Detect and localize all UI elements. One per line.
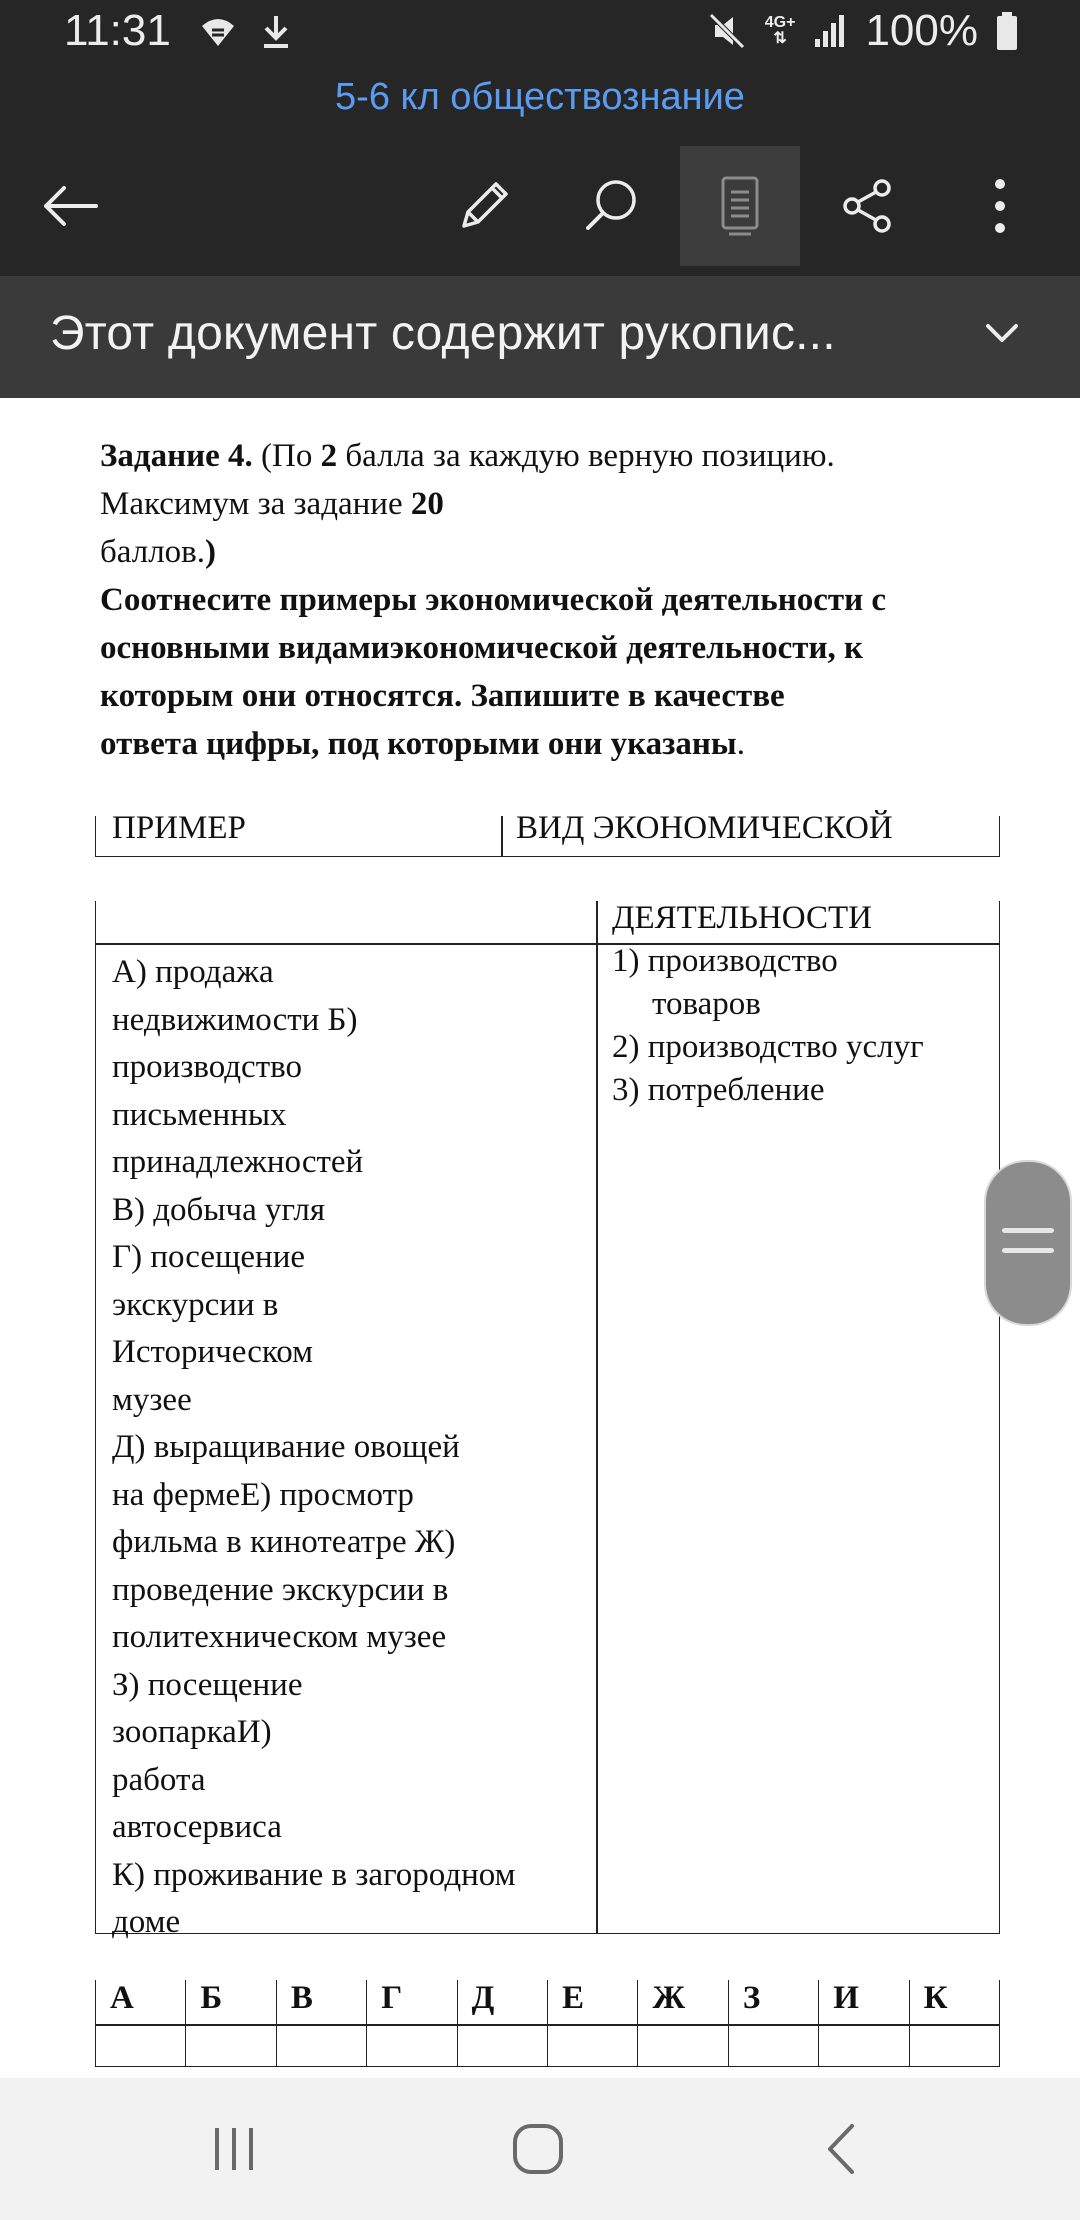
app-bar: [0, 68, 1080, 276]
list-item: зоопаркаИ): [112, 1714, 272, 1750]
battery-percent: 100%: [865, 6, 978, 55]
answer-cell: З: [729, 1980, 819, 2066]
signal-icon: [813, 13, 847, 49]
list-item: 3) потребление: [612, 1072, 825, 1108]
table-header: [95, 810, 1000, 857]
wifi-calling-icon: [198, 14, 238, 50]
status-bar: [0, 0, 1080, 68]
list-item: производство: [112, 1049, 302, 1085]
list-item: Г) посещение: [112, 1239, 306, 1275]
mute-icon: [707, 11, 747, 51]
answer-cell: Г: [367, 1980, 457, 2066]
list-item: К) проживание в загородном: [112, 1856, 516, 1893]
list-item: Д) выращивание овощей: [112, 1429, 460, 1465]
list-item: 1) производство: [612, 943, 838, 979]
answer-cell: К: [910, 1980, 999, 2066]
list-item: товаров: [652, 986, 761, 1022]
download-icon: [260, 14, 292, 50]
list-item: фильма в кинотеатре Ж): [112, 1524, 456, 1560]
share-icon: [838, 176, 898, 236]
list-item: З) посещение: [112, 1666, 303, 1703]
document-page: [0, 398, 1080, 2078]
table-body: [95, 900, 1000, 1940]
answer-cell: Е: [548, 1980, 638, 2066]
pencil-icon: [454, 176, 514, 236]
list-item: на фермеЕ) просмотр: [112, 1476, 414, 1513]
answer-cell: А: [96, 1980, 186, 2066]
instruction-line: основными видамиэкономической деятельности, к: [100, 630, 863, 666]
back-button[interactable]: [10, 146, 130, 266]
header-kind: ВИД ЭКОНОМИЧЕСКОЙ: [516, 810, 893, 846]
list-item: В) добыча угля: [112, 1191, 326, 1228]
header-kind-continued: ДЕЯТЕЛЬНОСТИ: [612, 900, 872, 936]
recent-apps-button[interactable]: [184, 2104, 284, 2194]
list-item: письменных: [112, 1096, 287, 1133]
list-item: автосервиса: [112, 1809, 282, 1845]
answer-cell: Б: [186, 1980, 276, 2066]
list-item: 2) производство услуг: [612, 1029, 924, 1065]
search-icon: [582, 176, 642, 236]
banner-text: Этот документ содержит рукопис...: [50, 307, 836, 360]
navigation-bar: [0, 2078, 1080, 2220]
list-item: недвижимости Б): [112, 1001, 358, 1038]
header-example: ПРИМЕР: [112, 810, 246, 846]
answer-grid: [95, 1980, 1000, 2067]
list-item: музее: [112, 1381, 192, 1418]
nav-back-button[interactable]: [792, 2104, 892, 2194]
more-options-button[interactable]: [940, 146, 1060, 266]
reading-mode-icon: [715, 174, 765, 238]
handwriting-banner[interactable]: [0, 276, 1080, 398]
instruction-line: Соотнесите примеры экономической деятельности с: [100, 582, 886, 618]
share-button[interactable]: [808, 146, 928, 266]
instruction-line: которым они относятся. Запишите в качестве: [100, 678, 785, 714]
list-item: работа: [112, 1761, 206, 1798]
answer-cell: В: [277, 1980, 367, 2066]
instruction-line: ответа цифры, под которыми они указаны: [100, 726, 737, 762]
home-button[interactable]: [488, 2104, 588, 2194]
list-item: принадлежностей: [112, 1144, 364, 1180]
answer-cell: И: [819, 1980, 909, 2066]
list-item: политехническом музее: [112, 1619, 447, 1655]
more-vert-icon: [990, 178, 1010, 234]
task-title: Задание 4.: [100, 438, 253, 474]
scroll-handle[interactable]: [984, 1160, 1072, 1326]
list-item: проведение экскурсии в: [112, 1571, 449, 1608]
battery-icon: [996, 12, 1018, 50]
home-icon: [511, 2122, 565, 2176]
list-item: доме: [112, 1904, 181, 1940]
back-arrow-icon: [40, 184, 100, 228]
network-type: 4G+ ⇅: [764, 14, 796, 47]
recent-apps-icon: [209, 2124, 259, 2174]
task-text: Задание 4. (По 2 балла за каждую верную позицию. Максимум за задание 20 баллов.) Соотнесите примеры экономической деятельности с основными видамиэкономической деятельности, к которым они относятся. Запишите в качестве ответа цифры, под которыми они указаны.: [100, 432, 1000, 768]
examples-column: [112, 949, 592, 1947]
nav-back-icon: [822, 2122, 862, 2176]
list-item: Историческом: [112, 1334, 313, 1370]
document-title: 5-6 кл обществознание: [335, 76, 745, 118]
answer-cell: Ж: [638, 1980, 728, 2066]
list-item: А) продажа: [112, 954, 274, 990]
list-item: экскурсии в: [112, 1286, 279, 1323]
edit-button[interactable]: [424, 146, 544, 266]
reading-mode-button[interactable]: [680, 146, 800, 266]
kinds-column: [612, 897, 992, 1112]
answer-cell: Д: [458, 1980, 548, 2066]
search-button[interactable]: [552, 146, 672, 266]
status-time: 11:31: [64, 6, 171, 55]
chevron-down-icon[interactable]: [982, 318, 1022, 348]
